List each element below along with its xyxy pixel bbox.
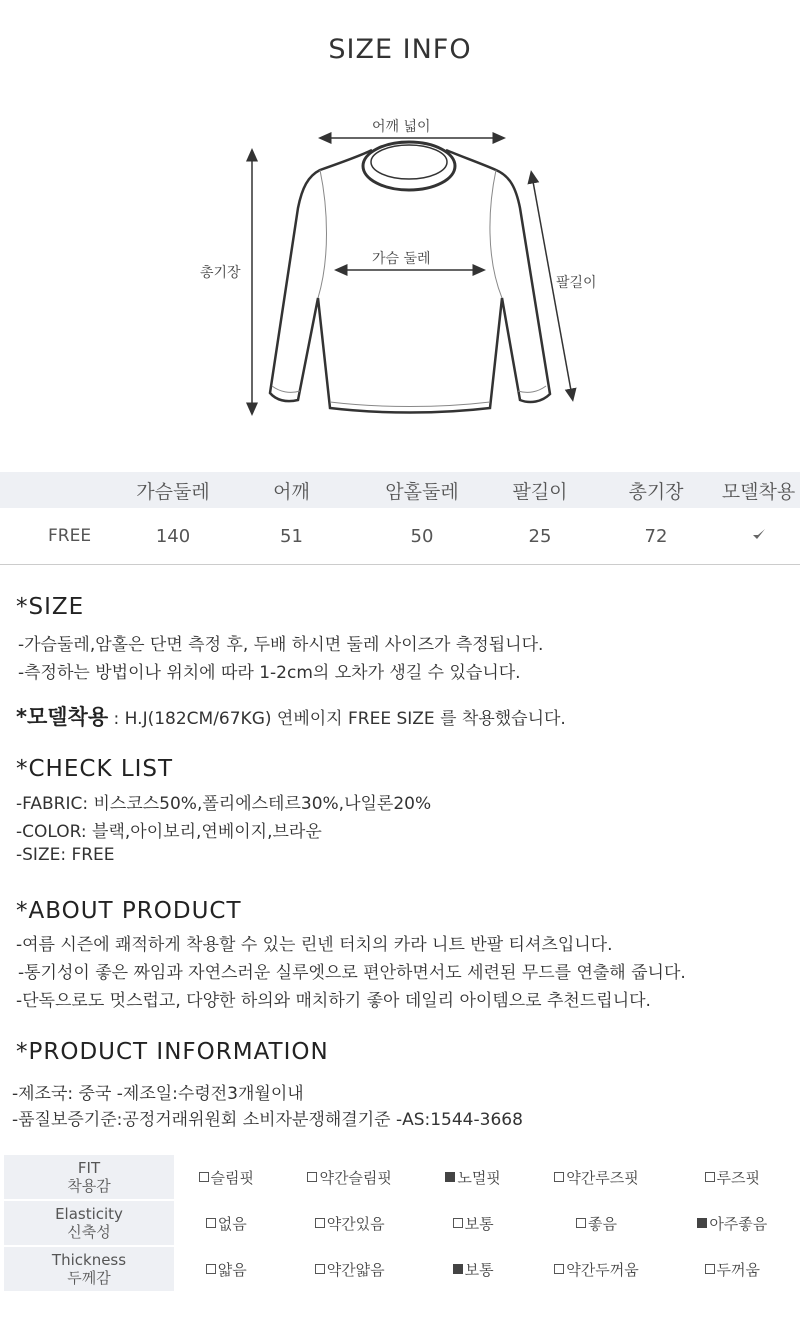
fit-option-label: 루즈핏: [716, 1168, 761, 1187]
size-line: -SIZE: FREE: [16, 845, 115, 865]
about-line-1: -여름 시즌에 쾌적하게 착용할 수 있는 린넨 터치의 카라 니트 반팔 티셔츠입니다.: [16, 935, 613, 955]
about-line-3: -단독으로도 멋스럽고, 다양한 하의와 매치하기 좋아 데일리 아이템으로 추천드립니다.: [16, 991, 651, 1011]
header-sleeve: 팔길이: [485, 472, 595, 508]
checkmark-icon: [751, 526, 767, 542]
sleeve-label: 팔길이: [556, 272, 597, 292]
unchecked-box-icon: [453, 1218, 463, 1228]
fit-option: [276, 1201, 424, 1247]
unchecked-box-icon: [705, 1172, 715, 1182]
fit-option-label: 노멀핏: [457, 1168, 501, 1187]
unchecked-box-icon: [199, 1172, 209, 1182]
color-line: -COLOR: 블랙,아이보리,연베이지,브라운: [16, 822, 322, 842]
fit-row-header: [4, 1155, 177, 1201]
checklist-heading: *CHECK LIST: [16, 756, 174, 782]
fit-table: [4, 1155, 794, 1293]
header-chest: 가슴둘레: [122, 472, 224, 508]
unchecked-box-icon: [554, 1172, 564, 1182]
fit-option: [522, 1247, 670, 1293]
unchecked-box-icon: [307, 1172, 317, 1182]
fit-option-label: 보통: [464, 1260, 494, 1279]
fit-option-label: 약간있음: [326, 1214, 385, 1233]
size-note-1: -가슴둘레,암홀은 단면 측정 후, 두배 하시면 둘레 사이즈가 측정됩니다.: [18, 635, 544, 655]
model-info: [16, 701, 566, 731]
fit-option: [276, 1247, 424, 1293]
chest-cell: 140: [122, 508, 224, 565]
model-text: : H.J(182CM/67KG) 연베이지 FREE SIZE 를 착용했습니다.: [108, 709, 566, 729]
fit-option-label: 아주좋음: [709, 1214, 768, 1233]
model-label: *모델착용: [16, 705, 109, 729]
row-label-ko: 착용감: [67, 1177, 111, 1195]
checked-box-icon: [697, 1218, 707, 1228]
row-label-en: FIT: [77, 1159, 101, 1177]
about-heading: *ABOUT PRODUCT: [16, 898, 242, 924]
product-info-line-2: -품질보증기준:공정거래위원회 소비자분쟁해결기준 -AS:1544-3668: [12, 1110, 523, 1130]
model-worn-cell: [717, 508, 800, 565]
fit-row-header: [4, 1247, 177, 1293]
header-cell: [0, 472, 122, 508]
row-label-en: Thickness: [51, 1251, 127, 1269]
header-shoulder: 어깨: [224, 472, 359, 508]
chest-label: 가슴 둘레: [372, 248, 431, 268]
unchecked-box-icon: [206, 1218, 216, 1228]
length-cell: 72: [595, 508, 717, 565]
checked-box-icon: [445, 1172, 455, 1182]
page-title: SIZE INFO: [328, 34, 472, 65]
product-info-line-1: -제조국: 중국 -제조일:수령전3개월이내: [12, 1084, 304, 1104]
fit-option-label: 좋음: [587, 1214, 617, 1233]
fit-option: [671, 1201, 794, 1247]
fit-option: [424, 1155, 523, 1201]
armhole-cell: 50: [359, 508, 485, 565]
product-info-heading: *PRODUCT INFORMATION: [16, 1039, 329, 1065]
fit-option: [522, 1155, 670, 1201]
fit-option: [276, 1155, 424, 1201]
fit-option-label: 보통: [464, 1214, 494, 1233]
row-label-en: Elasticity: [55, 1205, 123, 1223]
sleeve-cell: 25: [485, 508, 595, 565]
fit-row-thickness: [4, 1247, 794, 1293]
unchecked-box-icon: [315, 1264, 325, 1274]
fit-option: [522, 1201, 670, 1247]
fit-option: [177, 1247, 276, 1293]
size-heading: *SIZE: [16, 594, 85, 620]
checked-box-icon: [453, 1264, 463, 1274]
fit-option: [671, 1155, 794, 1201]
size-table: [0, 472, 800, 565]
garment-diagram: [190, 108, 610, 418]
fit-option: [177, 1155, 276, 1201]
fabric-line: -FABRIC: 비스코스50%,폴리에스테르30%,나일론20%: [16, 794, 432, 814]
about-line-2: -통기성이 좋은 짜임과 자연스러운 실루엣으로 편안하면서도 세련된 무드를 연출해 줍니다.: [18, 963, 686, 983]
fit-row-elasticity: [4, 1201, 794, 1247]
fit-option-label: 약간루즈핏: [566, 1168, 639, 1187]
fit-option-label: 약간두꺼움: [566, 1260, 639, 1279]
fit-option: [177, 1201, 276, 1247]
unchecked-box-icon: [576, 1218, 586, 1228]
row-label-ko: 신축성: [67, 1223, 111, 1241]
shoulder-label: 어깨 넓이: [372, 116, 431, 136]
fit-option-label: 두꺼움: [716, 1260, 761, 1279]
fit-row-header: [4, 1201, 177, 1247]
fit-option: [424, 1247, 523, 1293]
header-model-worn: 모델착용: [717, 472, 800, 508]
fit-option-label: 얇음: [217, 1260, 247, 1279]
size-cell: FREE: [0, 508, 122, 565]
fit-option-label: 없음: [217, 1214, 247, 1233]
fit-option-label: 약간슬림핏: [319, 1168, 392, 1187]
header-length: 총기장: [595, 472, 717, 508]
fit-row-fit: [4, 1155, 794, 1201]
fit-option: [671, 1247, 794, 1293]
row-label-ko: 두께감: [67, 1269, 111, 1287]
size-table-header: [0, 472, 800, 508]
unchecked-box-icon: [705, 1264, 715, 1274]
table-row: [0, 508, 800, 565]
unchecked-box-icon: [554, 1264, 564, 1274]
total-length-label: 총기장: [200, 262, 241, 282]
unchecked-box-icon: [206, 1264, 216, 1274]
fit-option-label: 약간얇음: [326, 1260, 385, 1279]
size-note-2: -측정하는 방법이나 위치에 따라 1-2cm의 오차가 생길 수 있습니다.: [18, 663, 521, 683]
unchecked-box-icon: [315, 1218, 325, 1228]
shoulder-cell: 51: [224, 508, 359, 565]
fit-option: [424, 1201, 523, 1247]
header-armhole: 암홀둘레: [359, 472, 485, 508]
fit-option-label: 슬림핏: [210, 1168, 255, 1187]
